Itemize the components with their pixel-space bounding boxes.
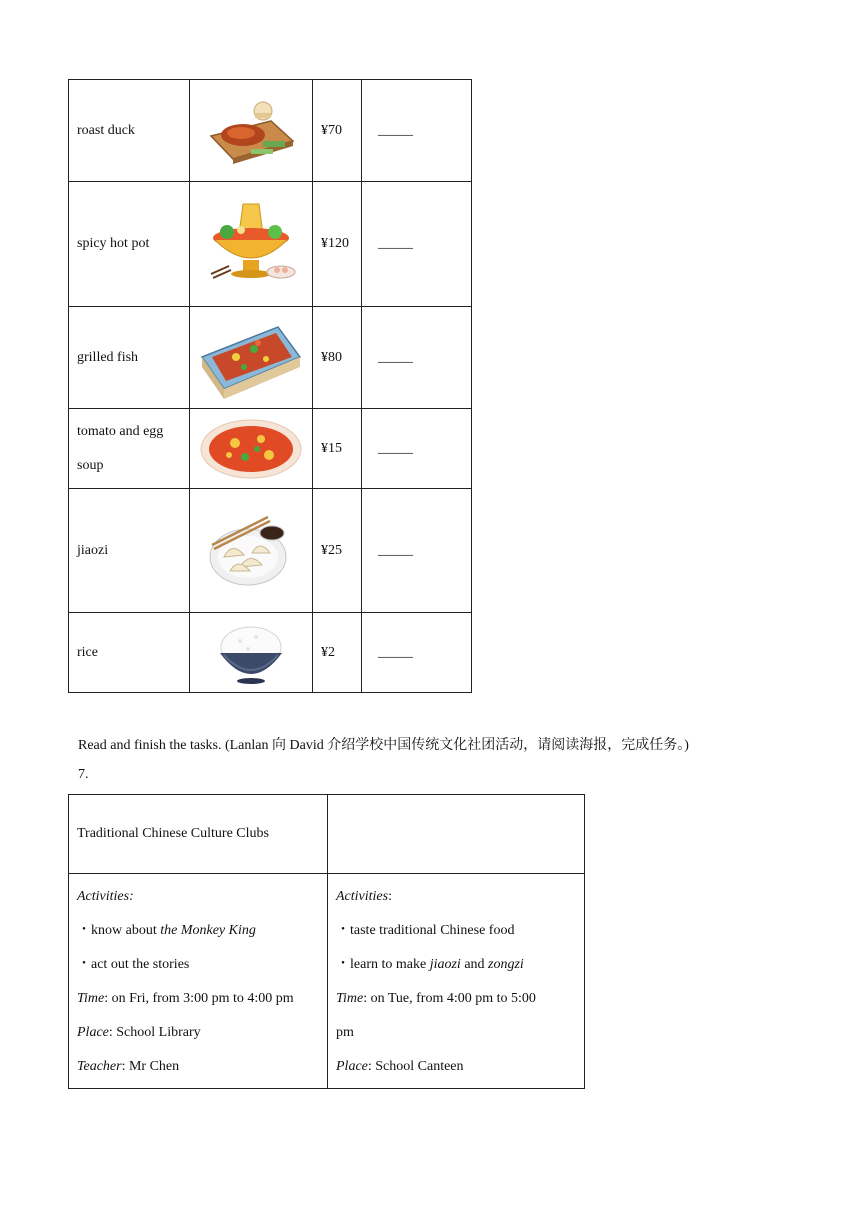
teacher-line: Teacher: Mr Chen: [77, 1059, 180, 1074]
poster-title-blank-cell: [328, 795, 585, 874]
menu-table: [68, 79, 472, 693]
dish-name-line1: tomato and egg: [77, 423, 164, 439]
dish-name: [69, 409, 190, 489]
club-right-details: [328, 874, 585, 1089]
table-row: [69, 182, 472, 307]
time-line: Time: on Fri, from 3:00 pm to 4:00 pm: [77, 991, 294, 1006]
activities-label: Activities:: [336, 889, 392, 904]
roast-duck-icon: [201, 91, 301, 171]
table-row: [69, 409, 472, 489]
table-row: [69, 795, 585, 874]
place-line: Place: School Library: [77, 1025, 201, 1040]
answer-blank[interactable]: _____: [362, 613, 472, 693]
rice-bowl-icon: [214, 619, 288, 687]
dish-image-cell: [190, 80, 313, 182]
dish-image-cell: [190, 489, 313, 613]
grilled-fish-icon: [196, 317, 306, 399]
activity-item: ・ act out the stories: [77, 948, 319, 982]
dish-image-cell: [190, 307, 313, 409]
answer-blank[interactable]: _____: [362, 409, 472, 489]
activity-item: ・ learn to make jiaozi and zongzi: [336, 948, 576, 982]
activities-label: Activities:: [77, 889, 134, 904]
answer-blank[interactable]: _____: [362, 489, 472, 613]
dish-price: ¥120: [313, 182, 362, 307]
task-instruction: Read and finish the tasks. (Lanlan 向 David 介绍学校中国传统文化社团活动，请阅读海报，完成任务。): [78, 738, 689, 753]
dish-name: roast duck: [69, 80, 190, 182]
table-row: [69, 613, 472, 693]
dumplings-icon: [206, 511, 296, 591]
time-line-continued: pm: [336, 1025, 354, 1040]
dish-image-cell: [190, 613, 313, 693]
place-line: Place: School Canteen: [336, 1059, 464, 1074]
table-row: [69, 80, 472, 182]
dish-price: ¥80: [313, 307, 362, 409]
activity-item: ・ know about the Monkey King: [77, 914, 319, 948]
dish-name: spicy hot pot: [69, 182, 190, 307]
dish-image-cell: [190, 182, 313, 307]
dish-price: ¥15: [313, 409, 362, 489]
dish-name: grilled fish: [69, 307, 190, 409]
dish-image-cell: [190, 409, 313, 489]
dish-price: ¥25: [313, 489, 362, 613]
activity-item: ・ taste traditional Chinese food: [336, 914, 576, 948]
dish-price: ¥70: [313, 80, 362, 182]
question-number: 7.: [78, 767, 89, 782]
answer-blank[interactable]: _____: [362, 80, 472, 182]
table-row: [69, 307, 472, 409]
table-row: [69, 489, 472, 613]
hot-pot-icon: [201, 196, 301, 292]
answer-blank[interactable]: _____: [362, 307, 472, 409]
dish-name: jiaozi: [69, 489, 190, 613]
dish-name: rice: [69, 613, 190, 693]
dish-price: ¥2: [313, 613, 362, 693]
tomato-egg-soup-icon: [199, 417, 303, 481]
dish-name-line2: soup: [77, 457, 104, 473]
clubs-poster-table: [68, 794, 585, 1089]
answer-blank[interactable]: _____: [362, 182, 472, 307]
club-left-details: [69, 874, 328, 1089]
poster-title: Traditional Chinese Culture Clubs: [69, 795, 328, 874]
table-row: [69, 874, 585, 1089]
time-line: Time: on Tue, from 4:00 pm to 5:00: [336, 991, 536, 1006]
